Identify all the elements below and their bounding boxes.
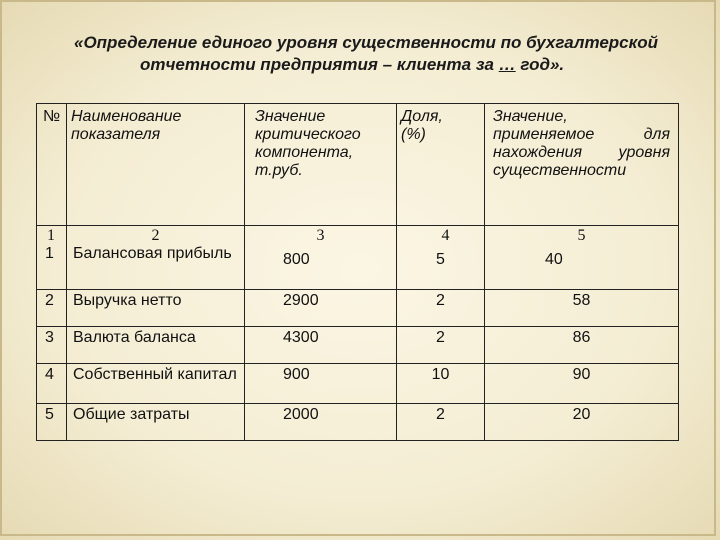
row-applied-value: 58 [485, 290, 679, 327]
header-indicator-name-text: Наименование показателя [71, 108, 182, 143]
row-share: 2 [397, 404, 485, 441]
row-indicator: Выручка нетто [67, 290, 245, 327]
row-share: 10 [397, 364, 485, 404]
col-number-1: 1 [37, 226, 67, 246]
header-applied-line-1: Значение, [493, 108, 568, 125]
row-applied-value: 20 [485, 404, 679, 441]
header-indicator-name [67, 104, 245, 226]
header-number [37, 104, 67, 226]
header-applied-line-3: нахождения уровня [493, 144, 670, 161]
title-line-1: «Определение единого уровня существенности по бухгалтерской [74, 33, 659, 52]
row-number: 2 [37, 290, 67, 327]
col-number-4: 4 [397, 226, 485, 246]
materiality-table [36, 103, 679, 441]
row-critical-value: 900 [245, 364, 397, 404]
row-indicator: Собственный капитал [67, 364, 245, 404]
col-number-5: 5 [485, 226, 679, 246]
row-number: 3 [37, 327, 67, 364]
table-row [37, 245, 679, 290]
title-blank: … [498, 55, 516, 74]
table-row [37, 327, 679, 364]
row-number: 4 [37, 364, 67, 404]
row-share: 2 [397, 327, 485, 364]
header-applied-line-4: существенности [493, 162, 627, 179]
header-critical-value [245, 104, 397, 226]
table-row [37, 290, 679, 327]
header-critical-value-text: Значение критического компонента, т.руб. [255, 108, 361, 179]
header-applied-value [485, 104, 679, 226]
header-row [37, 104, 679, 226]
row-applied-value: 40 [485, 245, 679, 290]
title-line-2 [40, 54, 700, 76]
header-share [397, 104, 485, 226]
row-applied-value: 86 [485, 327, 679, 364]
table-row [37, 364, 679, 404]
header-share-text: Доля, (%) [401, 108, 443, 143]
header-applied-line-2: применяемое для [493, 126, 670, 143]
row-number: 1 [37, 245, 67, 290]
row-critical-value: 2000 [245, 404, 397, 441]
title-line-2-suffix: год». [515, 55, 565, 74]
slide-title [40, 32, 700, 76]
row-share: 5 [397, 245, 485, 290]
col-number-3: 3 [245, 226, 397, 246]
row-critical-value: 2900 [245, 290, 397, 327]
table-row [37, 404, 679, 441]
column-numbering-row [37, 226, 679, 246]
col-number-2: 2 [67, 226, 245, 246]
row-indicator: Балансовая прибыль [67, 245, 245, 290]
row-applied-value: 90 [485, 364, 679, 404]
title-line-2-prefix: отчетности предприятия – клиента за [140, 55, 499, 74]
header-number-sign: № [43, 108, 61, 125]
row-indicator: Валюта баланса [67, 327, 245, 364]
row-critical-value: 800 [245, 245, 397, 290]
row-share: 2 [397, 290, 485, 327]
row-indicator: Общие затраты [67, 404, 245, 441]
row-critical-value: 4300 [245, 327, 397, 364]
row-number: 5 [37, 404, 67, 441]
